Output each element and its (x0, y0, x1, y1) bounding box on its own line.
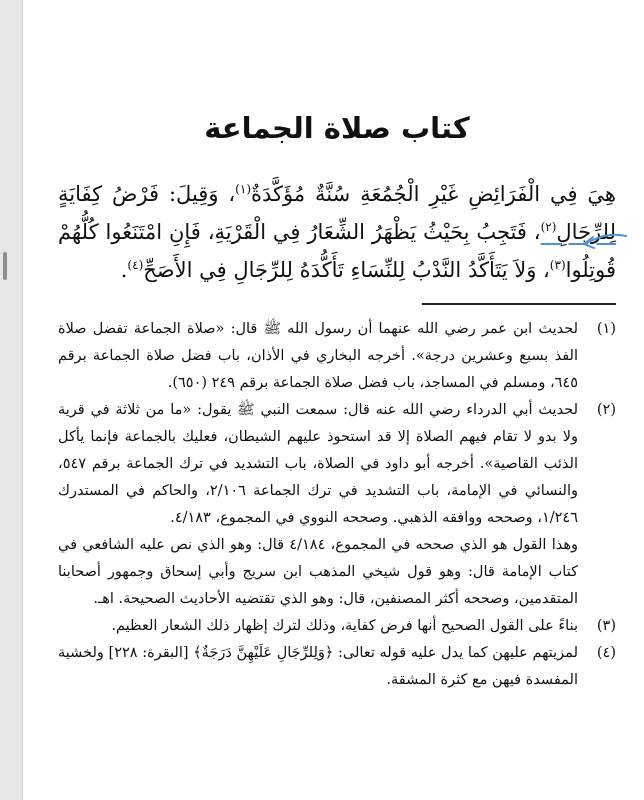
main-text-part4: ، فَتَجِبُ بِحَيْثُ يَظْهَرُ الشِّعَارُ فِي الْقَرْيَةِ، فَإِنِ امْتَنَعُوا كُلُّهُمْ قُوتِلُوا (58, 220, 616, 282)
main-text (58, 175, 616, 289)
footnote-number: (٢) (596, 402, 616, 418)
main-text-part3: لِلرِّجَالِ (556, 220, 616, 244)
footnote-number: (٤) (596, 645, 616, 661)
footnote-separator (422, 303, 616, 305)
footnotes (58, 316, 616, 694)
main-text-part1: هِيَ فِي الْفَرَائِضِ غَيْرِ الْجُمُعَةِ سُنَّةٌ مُؤَكَّدَةٌ (251, 182, 617, 206)
footnote-text: لمزيتهم عليهن كما يدل عليه قوله تعالى: ﴿وَلِلرِّجَالِ عَلَيْهِنَّ دَرَجَةٌ﴾ [البقرة: ٢٢٨] ولخشية المفسدة فيهن مع كثرة المشقة. (58, 645, 578, 688)
page-title: كتاب صلاة الجماعة (204, 111, 470, 145)
footnote-ref-3[interactable]: (٣) (549, 258, 566, 272)
footnote-number: (١) (596, 321, 616, 337)
main-text-part2: ، وَقِيلَ: فَرْضُ كِفَايَةٍ (58, 182, 236, 206)
annotation-arrow-icon (578, 228, 628, 254)
main-text-part5: ، وَلاَ يَتَأَكَّدُ النَّدْبُ لِلنِّسَاءِ تَأَكُّدَهُ لِلرِّجَالِ فِي الأَصَحِّ (143, 258, 550, 282)
footnote-text-continued: وهذا القول هو الذي صححه في المجموع، ٤/١٨٤ قال: وهو الذي نص عليه الشافعي في كتاب الإمامة قال: وهو قول شيخي المذهب ابن سريج وأبي إسحاق وجمهور أصحابنا المتقدمين، وصححه أكثر المصنفين، قال: وهو الذي تقتضيه الأحاديث الصحيحة. اهـ. (58, 537, 579, 607)
footnote-number: (٣) (596, 618, 616, 634)
footnote-ref-4[interactable]: (٤) (127, 258, 144, 272)
document-page (22, 0, 644, 800)
main-text-part6: . (120, 258, 128, 282)
scroll-marker[interactable] (3, 252, 7, 280)
footnote-2 (58, 397, 616, 613)
footnote-ref-2[interactable]: (٢) (540, 220, 557, 234)
footnote-ref-1[interactable]: (١) (235, 182, 251, 196)
footnote-1 (58, 316, 616, 397)
footnote-text: بناءً على القول الصحيح أنها فرض كفاية، وذلك لترك إظهار ذلك الشعار العظيم. (111, 618, 578, 634)
page-content (58, 0, 616, 800)
footnote-text: لحديث أبي الدرداء رضي الله عنه قال: سمعت النبي ﷺ يقول: «ما من ثلاثة في قرية ولا بدو لا تقام فيهم الصلاة إلا قد استحوذ عليهم الشيطان، فعليك بالجماعة فإنما يأكل الذئب القاصية». أخرجه أبو داود في الصلاة، باب التشديد في ترك الجماعة برقم ٥٤٧، والنسائي في الإمامة، باب التشديد في ترك الجماعة ٢/١٠٦، والحاكم في المستدرك ١/٢٤٦، وصححه ووافقه الذهبي. وصححه النووي في المجموع، ٤/١٨٣. (58, 402, 578, 526)
footnote-text: لحديث ابن عمر رضي الله عنهما أن رسول الله ﷺ قال: «صلاة الجماعة تفضل صلاة الفذ بسبع وعشرين درجة». أخرجه البخاري في الأذان، باب فضل صلاة الجماعة برقم ٦٤٥، ومسلم في المساجد، باب فضل صلاة الجماعة برقم ٢٤٩ (٦٥٠). (58, 321, 578, 391)
footnote-4 (58, 640, 616, 694)
footnote-3 (58, 613, 616, 640)
